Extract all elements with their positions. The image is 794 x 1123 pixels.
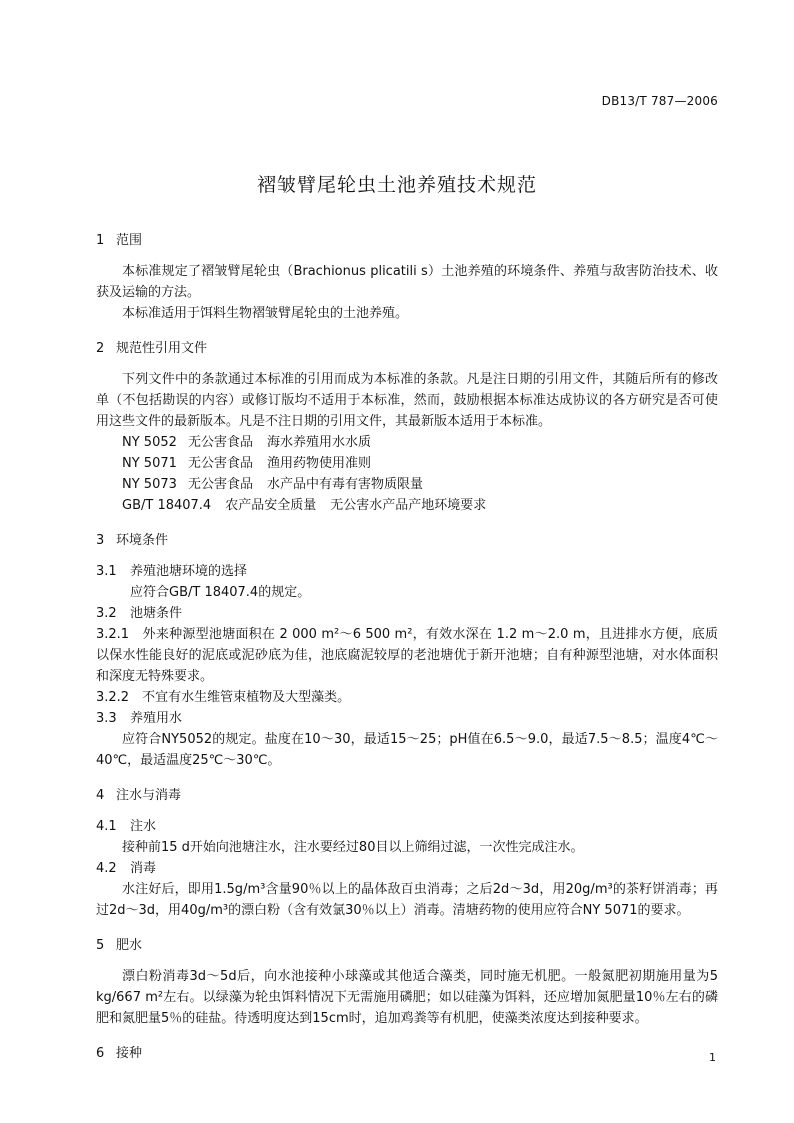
section-6-heading (96, 1043, 718, 1064)
subsection-4-2-heading (96, 858, 718, 879)
reference-category: 无公害食品 (188, 456, 254, 471)
subsection-title: 养殖池塘环境的选择 (130, 564, 248, 579)
section-3-heading (96, 530, 718, 551)
reference-item (96, 474, 718, 495)
section-number: 5 (96, 938, 105, 953)
subsection-number: 4.2 (96, 861, 117, 876)
reference-category: 无公害食品 (188, 435, 254, 450)
section-1-heading (96, 230, 718, 251)
reference-category: 农产品安全质量 (225, 498, 317, 513)
section-1-paragraph-1 (96, 261, 718, 303)
reference-code: NY 5052 (122, 435, 177, 450)
reference-item (96, 495, 718, 516)
subsection-title: 池塘条件 (130, 606, 183, 621)
section-number: 3 (96, 533, 105, 548)
subsection-number: 3.1 (96, 564, 117, 579)
section-number: 6 (96, 1046, 105, 1061)
section-5-paragraph-1: 漂白粉消毒3d～5d后，向水池接种小球藻或其他适合藻类，同时施无机肥。一般氮肥初期施用量为5 kg/667 m²左右。以绿藻为轮虫饵料情况下无需施用磷肥；如以硅藻为饵料，还应增加氮肥量10％左右的磷肥和氮肥量5％的硅盐。待透明度达到15cm时，追加鸡粪等有机肥，使藻类浓度达到接种要求。 (96, 969, 718, 1026)
reference-code: GB/T 18407.4 (122, 498, 212, 513)
subsection-number: 3.2 (96, 606, 117, 621)
section-number: 1 (96, 233, 105, 248)
subsection-title: 注水 (130, 819, 157, 834)
reference-item (96, 432, 718, 453)
text-run: ）土池养殖的环境条件、养殖与敌害防治技术、收获及运输的方法。 (96, 264, 718, 300)
subsection-number: 3.3 (96, 711, 117, 726)
section-2-paragraph-1: 下列文件中的条款通过本标准的引用而成为本标准的条款。凡是注日期的引用文件，其随后所有的修改单（不包括勘误的内容）或修订版均不适用于本标准，然而，鼓励根据本标准达成协议的各方研究是否可使用这些文件的最新版本。凡是不注日期的引用文件，其最新版本适用于本标准。 (96, 372, 718, 429)
reference-name: 海水养殖用水水质 (267, 435, 372, 450)
clause-3-2-1: 3.2.1 外来种源型池塘面积在 2 000 m²～6 500 m²，有效水深在 1.2 m～2.0 m，且进排水方便，底质以保水性能良好的泥底或泥砂底为佳，池底腐泥较厚的老池塘优于新开池塘；自有种源型池塘，对水体面积和深度无特殊要求。 (96, 627, 718, 684)
subsection-4-2-text: 水注好后，即用1.5g/m³含量90％以上的晶体敌百虫消毒；之后2d～3d，用20g/m³的茶籽饼消毒；再过2d～3d，用40g/m³的漂白粉（含有效氯30％以上）消毒。清塘药物的使用应符合NY 5071的要求。 (96, 882, 718, 918)
subsection-3-1-text: 应符合GB/T 18407.4的规定。 (130, 585, 311, 600)
section-number: 2 (96, 341, 105, 356)
subsection-title: 养殖用水 (130, 711, 183, 726)
reference-code: NY 5073 (122, 477, 177, 492)
reference-category: 无公害食品 (188, 477, 254, 492)
subsection-3-3-heading (96, 708, 718, 729)
section-title: 环境条件 (116, 533, 169, 548)
page-number: 1 (709, 1051, 716, 1064)
section-number: 4 (96, 788, 105, 803)
document-body (96, 230, 718, 1064)
section-title: 接种 (116, 1046, 143, 1061)
subsection-3-1-heading (96, 561, 718, 582)
latin-name: Brachionus plicatili s (293, 264, 428, 279)
section-2-heading (96, 338, 718, 359)
reference-name: 水产品中有毒有害物质限量 (267, 477, 424, 492)
text-run: 本标准规定了褶皱臂尾轮虫（ (122, 264, 294, 279)
subsection-3-2-heading (96, 603, 718, 624)
subsection-title: 消毒 (130, 861, 157, 876)
section-title: 范围 (116, 233, 143, 248)
document-title: 褶皱臂尾轮虫土池养殖技术规范 (256, 174, 537, 196)
reference-item (96, 453, 718, 474)
section-title: 规范性引用文件 (116, 341, 208, 356)
subsection-4-1-heading (96, 816, 718, 837)
clause-3-2-2: 3.2.2 不宜有水生维管束植物及大型藻类。 (96, 690, 351, 705)
reference-code: NY 5071 (122, 456, 177, 471)
subsection-4-1-text: 接种前15 d开始向池塘注水，注水要经过80目以上筛绢过滤，一次性完成注水。 (122, 840, 584, 855)
section-1-paragraph-2: 本标准适用于饵料生物褶皱臂尾轮虫的土池养殖。 (122, 306, 409, 321)
section-4-heading (96, 785, 718, 806)
reference-name: 渔用药物使用准则 (267, 456, 372, 471)
reference-name: 无公害水产品产地环境要求 (330, 498, 487, 513)
subsection-3-3-text: 应符合NY5052的规定。盐度在10～30，最适15～25；pH值在6.5～9.0，最适7.5～8.5；温度4℃～40℃，最适温度25℃～30℃。 (96, 732, 718, 768)
subsection-number: 4.1 (96, 819, 117, 834)
section-title: 肥水 (116, 938, 143, 953)
section-title: 注水与消毒 (116, 788, 182, 803)
section-5-heading (96, 935, 718, 956)
standard-code: DB13/T 787—2006 (601, 94, 718, 108)
